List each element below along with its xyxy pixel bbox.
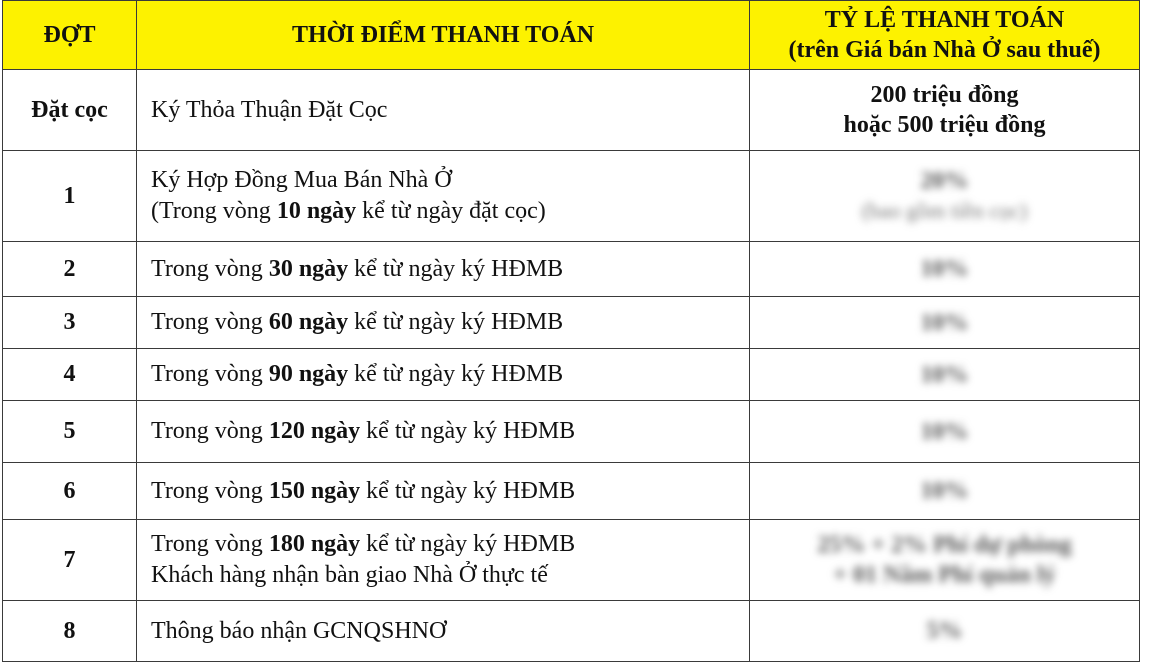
time-cell <box>137 297 750 349</box>
time-pre: (Trong vòng <box>151 198 277 224</box>
table-row <box>3 151 1140 242</box>
time-post: kể từ ngày ký HĐMB <box>348 255 564 282</box>
table-row <box>3 349 1140 401</box>
header-rate-line1: TỶ LỆ THANH TOÁN <box>824 7 1065 33</box>
rate-value: 5% <box>926 618 963 644</box>
time-days: 150 ngày <box>268 477 361 504</box>
time-cell: Thông báo nhận GCNQSHNƠ <box>137 601 750 662</box>
time-days: 120 ngày <box>268 418 361 444</box>
rate-cell <box>750 70 1140 151</box>
rate-cell <box>750 401 1140 463</box>
rate-value: 10% <box>920 361 969 388</box>
time-line1: Ký Hợp Đồng Mua Bán Nhà Ở <box>151 167 452 193</box>
time-pre: Trong vòng <box>151 309 269 335</box>
rate-value: 10% <box>920 418 969 445</box>
time-post: kể từ ngày ký HĐMB <box>360 418 576 444</box>
time-cell: Ký Thỏa Thuận Đặt Cọc <box>137 70 750 151</box>
rate-note: + 01 Năm Phí quản lý <box>833 562 1056 588</box>
table-row <box>3 242 1140 297</box>
time-post: kể từ ngày ký HĐMB <box>360 531 576 557</box>
payment-schedule-table <box>2 0 1140 662</box>
rate-line2: hoặc 500 triệu đồng <box>843 112 1046 138</box>
time-days: 60 ngày <box>268 309 349 335</box>
rate-cell <box>750 520 1140 601</box>
rate-note: (bao gồm tiền cọc) <box>861 198 1028 223</box>
table-row <box>3 401 1140 463</box>
time-post: kể từ ngày ký HĐMB <box>348 309 564 335</box>
time-cell <box>137 242 750 297</box>
header-payment-time: THỜI ĐIỂM THANH TOÁN <box>137 1 750 70</box>
time-post: kể từ ngày ký HĐMB <box>360 477 576 504</box>
dot-cell: 8 <box>3 601 137 662</box>
table-row <box>3 463 1140 520</box>
dot-cell: 4 <box>3 349 137 401</box>
time-post: kể từ ngày đặt cọc) <box>356 198 546 224</box>
time-pre: Trong vòng <box>151 418 269 444</box>
dot-cell: 2 <box>3 242 137 297</box>
rate-cell <box>750 349 1140 401</box>
header-dot: ĐỢT <box>3 1 137 70</box>
rate-line1: 200 triệu đồng <box>870 82 1019 108</box>
time-pre: Trong vòng <box>151 477 269 504</box>
time-line1 <box>151 529 749 560</box>
dot-cell: Đặt cọc <box>3 70 137 151</box>
time-days: 10 ngày <box>276 198 357 224</box>
time-cell <box>137 463 750 520</box>
table-row-deposit <box>3 70 1140 151</box>
time-pre: Trong vòng <box>151 531 269 557</box>
rate-value: 10% <box>920 478 969 504</box>
time-cell <box>137 151 750 242</box>
time-cell <box>137 401 750 463</box>
time-post: kể từ ngày ký HĐMB <box>348 361 564 387</box>
dot-cell: 3 <box>3 297 137 349</box>
header-payment-rate <box>750 1 1140 70</box>
dot-cell: 1 <box>3 151 137 242</box>
time-line2: Khách hàng nhận bàn giao Nhà Ở thực tế <box>151 562 548 588</box>
time-days: 90 ngày <box>268 361 349 387</box>
time-pre: Trong vòng <box>151 255 269 282</box>
time-pre: Trong vòng <box>151 361 269 387</box>
rate-cell <box>750 151 1140 242</box>
table-row <box>3 520 1140 601</box>
time-cell <box>137 349 750 401</box>
table-row <box>3 297 1140 349</box>
rate-cell <box>750 463 1140 520</box>
rate-cell <box>750 297 1140 349</box>
rate-value: 20% <box>920 168 969 194</box>
rate-cell <box>750 242 1140 297</box>
header-rate-line2: (trên Giá bán Nhà Ở sau thuế) <box>788 37 1101 63</box>
table-header-row <box>3 1 1140 70</box>
rate-cell <box>750 601 1140 662</box>
dot-cell: 7 <box>3 520 137 601</box>
rate-value: 10% <box>920 256 969 282</box>
table-row <box>3 601 1140 662</box>
time-cell <box>137 520 750 601</box>
dot-cell: 5 <box>3 401 137 463</box>
rate-value: 25% + 2% Phí dự phòng <box>817 532 1072 558</box>
rate-value: 10% <box>920 309 969 336</box>
dot-cell: 6 <box>3 463 137 520</box>
time-days: 180 ngày <box>268 531 361 557</box>
time-days: 30 ngày <box>268 255 349 282</box>
time-line2 <box>151 196 749 227</box>
